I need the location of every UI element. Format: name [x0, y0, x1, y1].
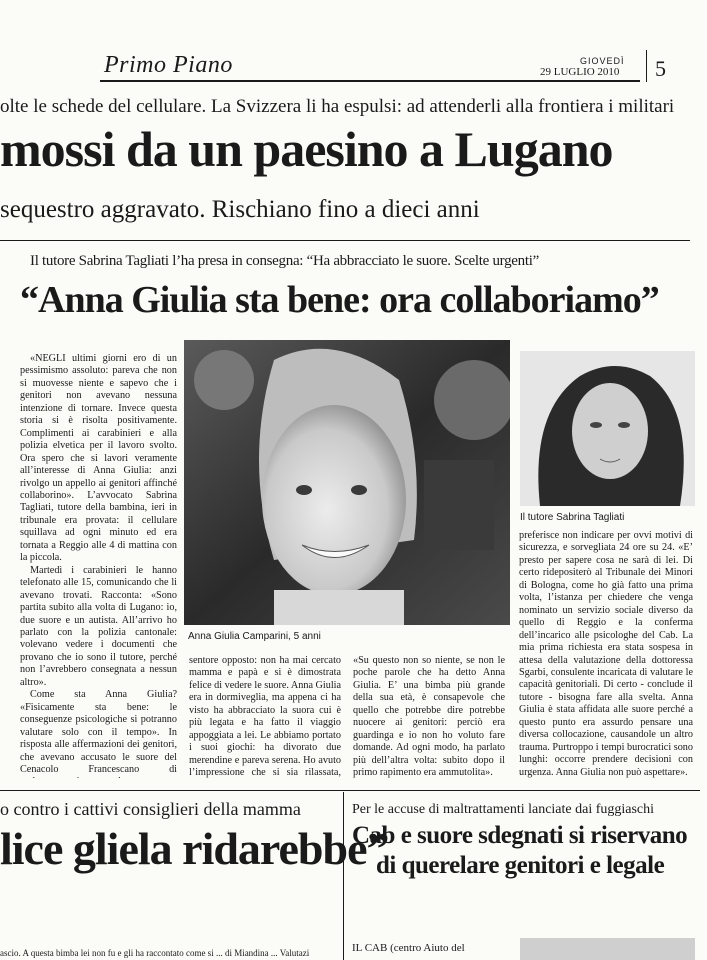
paragraph: Come sta Anna Giulia? «Fisicamente sta bene: le conseguenze psicologiche si potranno valutare solo con il tempo». In risposta alle affermazioni dei genitori, che avevano accusato le suore del Cenacolo Francescano di: [20, 689, 177, 775]
bottom-vrule: [343, 792, 344, 960]
bottom-right-kicker: Per le accuse di maltrattamenti lanciate dai fuggiaschi: [352, 802, 655, 817]
bottom-left-kicker: o contro i cattivi consiglieri della mamma: [0, 799, 301, 819]
child-photo: [184, 340, 510, 625]
tutor-photo: [520, 351, 695, 506]
bottom-divider: [0, 790, 700, 791]
weekday: GIOVEDÌ: [580, 56, 625, 66]
main-kicker: Il tutore Sabrina Tagliati l’ha presa in consegna: “Ha abbracciato le suore. Scelte urgenti”: [30, 253, 539, 269]
bottom-right-headline-1: Cab e suore sdegnati si riservano: [352, 822, 688, 849]
paragraph: preferisce non indicare per ovvi motivi di sicurezza, e sorvegliata 24 ore su 24. «E’ presto per sapere cosa ne sarà di lei. Di certo ridepositerò al Tribunale dei Minori di Bologna, come ho già fatto una prima volta, l’istanza per chiedere che venga nominato un servizio sociale diverso da quello di Reggio e la conferma dell’incarico alle psicologhe del Cab. La mia prima richiesta era stata sospesa in attesa della valutazione della dottoressa Sgarbi, consulente incaricata di valutare le capacità genitoriali. Di certo - conclude il tutore - bisogna fare alla svelta. Anna Giulia è stata affidata alle suore perché a questo punto era assurdo pensare una diversa collocazione, causandole un altro trauma. Purtroppo i tempi burocratici sono lunghi: occorre prendere decisioni con urgenza. Anna Giulia non può aspettare».: [519, 530, 693, 778]
paragraph: «Su questo non so niente, se non le poche parole che ha detto Anna Giulia. E’ una bimba più grande della sua età, è consapevole che quello che potrebbe dire potrebbe nuocere ai genitori: perciò era guardinga e io non ho voluto fare domande. Ad ogni modo, ha parlato più dell’altra volta: subito dopo il primo rapimento era ammutolita».: [353, 655, 505, 779]
top-subhead: sequestro aggravato. Rischiano fino a dieci anni: [0, 196, 480, 223]
issue-date: 29 LUGLIO 2010: [540, 66, 620, 78]
page-number: 5: [655, 56, 666, 81]
section-title: Primo Piano: [104, 52, 233, 78]
header-vrule: [646, 50, 647, 82]
child-photo-caption: Anna Giulia Camparini, 5 anni: [188, 631, 321, 642]
body-column-1: [20, 353, 177, 778]
bottom-right-photo: [520, 938, 695, 960]
header-rule: [100, 80, 640, 82]
story-divider: [0, 240, 690, 241]
paragraph: Martedì i carabinieri le hanno telefonato alle 15, comunicando che li avevano trovati. Racconta: «Sono partita subito alla volta di Lugano: io, due suore e un autista. All’arrivo ho parlato con la polizia cantonale: volevano vedere i documenti che provano che io sono il tutore, perché non l’avrebbero consegnata a nessun altro».: [20, 564, 177, 688]
bottom-left-fragment: ascio. A questa bimba lei non fu e gli ha raccontato come si ... di Miandina ... Valutazi: [0, 948, 310, 958]
bottom-left-headline: lice gliela ridarebbe”: [0, 823, 389, 874]
top-headline: mossi da un paesino a Lugano: [0, 121, 613, 177]
main-headline: “Anna Giulia sta bene: ora collaboriamo”: [20, 279, 659, 321]
body-column-3: [353, 655, 505, 780]
paragraph: sentore opposto: non ha mai cercato mamma e papà e si è dimostrata felice di vedere le suore. Anna Giulia era in dormiveglia, ma appena ci ha visto ha abbracciato la suora cui è più legata e ha fatto il viaggio appoggiata a lei. Le abbiamo portato i suoi giochi: ha divorato due merendine e pareva serena. Ho avuto l’impressione che si sia rilassata,: [189, 655, 341, 779]
tutor-photo-caption: Il tutore Sabrina Tagliati: [520, 512, 625, 523]
bottom-right-headline-2: di querelare genitori e legale: [376, 852, 665, 879]
paragraph: «NEGLI ultimi giorni ero di un pessimismo assoluto: pareva che non si muovesse niente e sapevo che i genitori non avevano nessuna intenzione di tornare. Invece questa storia si è risolta positivamente. Complimenti ai carabinieri e alla polizia elvetica per il lavoro svolto. Ora spero che si lavori veramente all’interesse di Anna Giulia: anzi rivolgo un appello ai genitori affinché collaborino». L’avvocato Sabrina Tagliati, tutore della bambina, ieri in tribunale era provata: il cellulare squillava ad ogni minuto ed era tornata a Reggio alle 4 di mattina con la piccola.: [20, 353, 177, 564]
body-column-4: [519, 530, 693, 780]
body-column-2: [189, 655, 341, 780]
top-kicker: olte le schede del cellulare. La Svizzera li ha espulsi: ad attenderli alla frontiera i militari: [0, 96, 675, 117]
bottom-right-lead: IL CAB (centro Aiuto del: [352, 942, 465, 954]
